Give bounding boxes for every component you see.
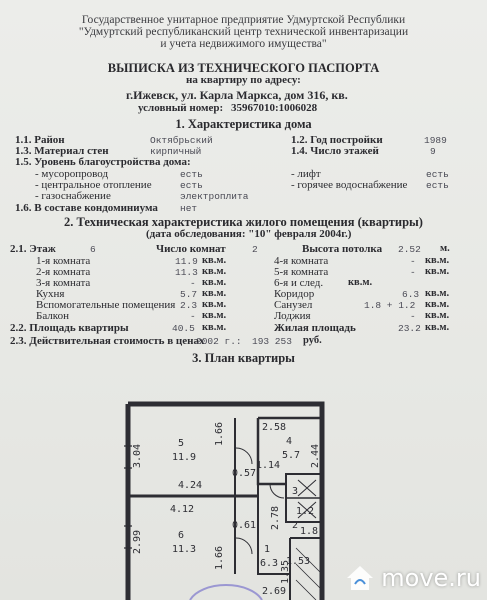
- bath-value: 1.8 + 1.2: [364, 300, 416, 311]
- section-1-title: 1. Характеристика дома: [175, 117, 312, 131]
- org-line-1: Государственное унитарное предприятие Удмуртской Республики: [81, 14, 406, 26]
- cond-number: 35967010:1006028: [231, 102, 318, 114]
- room3-label: 3-я комната: [36, 277, 91, 289]
- kitchen-unit: кв.м.: [202, 288, 227, 299]
- room2-label: 2-я комната: [36, 266, 91, 278]
- room3-unit: кв.м.: [202, 277, 227, 288]
- district-label: 1.1. Район: [15, 134, 65, 146]
- room6-gap-text: 0.61: [232, 520, 257, 531]
- room2-unit: кв.м.: [202, 266, 227, 277]
- balcony-value: -: [190, 311, 196, 322]
- plan-outer-wall: [128, 404, 322, 600]
- room5-gap-text: 0.57: [232, 468, 257, 479]
- house-logo-icon: [345, 564, 375, 592]
- room1-value: 11.9: [175, 256, 198, 267]
- hotwater-value: есть: [426, 180, 449, 191]
- room5-height-text: 3.04: [132, 443, 143, 468]
- floors-value: 9: [430, 146, 436, 157]
- condo-value: нет: [180, 203, 198, 214]
- year-label: 1.2. Год постройки: [291, 134, 383, 146]
- material-label: 1.3. Материал стен: [15, 145, 109, 157]
- kitchen-door-text: 1.14: [256, 460, 281, 471]
- room5-door-text: 1.66: [214, 421, 225, 446]
- watermark: [345, 564, 481, 592]
- gas-label: - газоснабжение: [35, 190, 111, 202]
- living-label: Жилая площадь: [274, 322, 356, 334]
- aux-label: Вспомогательные помещения: [36, 299, 176, 311]
- aux-value: 2.3: [180, 300, 198, 311]
- room1-unit: кв.м.: [202, 255, 227, 266]
- org-line-2: "Удмуртский республиканский центр технической инвентаризации: [78, 26, 409, 38]
- floor-label: 2.1. Этаж: [10, 243, 56, 255]
- area-unit: кв.м.: [202, 322, 227, 333]
- kitchen-area-text: 5.7: [282, 450, 301, 461]
- cond-label: условный номер:: [138, 102, 224, 114]
- kitchen-width-text: 2.58: [262, 422, 287, 433]
- bath-size-1-text: 1.8: [300, 526, 319, 537]
- cost-unit: руб.: [303, 335, 322, 346]
- area-value: 40.5: [172, 323, 195, 334]
- watermark-text: move.ru: [381, 564, 481, 592]
- floor-value: 6: [90, 244, 96, 255]
- loggia-value: -: [410, 311, 416, 322]
- plan-door-swing-2: [236, 538, 252, 554]
- floors-label: 1.4. Число этажей: [291, 145, 379, 157]
- room6-area-text: 11.3: [172, 544, 197, 555]
- corridor-unit: кв.м.: [425, 288, 450, 299]
- room5-num-text: 5: [178, 438, 185, 449]
- corridor-area-text: 6.3: [260, 558, 279, 569]
- cost-value: 193 253: [252, 336, 292, 347]
- aux-unit: кв.м.: [202, 299, 227, 310]
- ceiling-label: Высота потолка: [302, 243, 383, 255]
- plan-bath-cross: [298, 480, 316, 496]
- room5-area-text: 11.9: [172, 452, 197, 463]
- year-value: 1989: [424, 135, 447, 146]
- corridor-height-text: 2.78: [270, 505, 281, 530]
- corridor-width-text: 2.69: [262, 586, 287, 597]
- corridor-value: 6.3: [402, 289, 420, 300]
- garbage-label: - мусоропровод: [35, 168, 109, 180]
- rooms-label: Число комнат: [156, 243, 226, 255]
- gas-value: электроплита: [180, 191, 249, 202]
- kitchen-label: Кухня: [36, 288, 65, 300]
- living-unit: кв.м.: [425, 322, 450, 333]
- room6-unit: кв.м.: [348, 277, 373, 288]
- inspection-date: (дата обследования: "10" февраля 2004г.): [146, 228, 352, 240]
- garbage-value: есть: [180, 169, 203, 180]
- room5-label: 5-я комната: [274, 266, 329, 278]
- room6-width-text: 4.12: [170, 504, 195, 515]
- doc-subtitle: на квартиру по адресу:: [186, 74, 301, 86]
- ceiling-value: 2.52: [398, 244, 421, 255]
- room6-label: 6-я и след.: [274, 277, 324, 289]
- entrance-width-text: 1.53: [286, 556, 311, 567]
- plan-door-swing-1: [236, 448, 252, 464]
- rooms-value: 2: [252, 244, 258, 255]
- bath-unit: кв.м.: [425, 299, 450, 310]
- org-line-3: и учета недвижимого имущества": [160, 38, 327, 50]
- bath-2-text: 2: [292, 520, 299, 531]
- corridor-num-text: 1: [264, 544, 271, 555]
- room3-value: -: [190, 278, 196, 289]
- heating-label: - центральное отопление: [35, 179, 152, 191]
- doc-address: г.Ижевск, ул. Карла Маркса, дом 316, кв.: [126, 88, 348, 102]
- balcony-unit: кв.м.: [202, 310, 227, 321]
- room4-unit: кв.м.: [425, 255, 450, 266]
- section-2-title: 2. Техническая характеристика жилого помещения (квартиры): [64, 215, 423, 229]
- room6-door-text: 1.66: [214, 545, 225, 570]
- condo-label: 1.6. В составе кондоминиума: [15, 202, 158, 214]
- bath-label: Санузел: [274, 299, 313, 311]
- cost-year: 2002 г.:: [196, 336, 242, 347]
- room6-num-text: 6: [178, 530, 185, 541]
- kitchen-height-text: 2.44: [310, 443, 321, 468]
- bath-3-text: 3: [292, 486, 299, 497]
- entrance-height-text: 1.35: [280, 559, 291, 584]
- living-value: 23.2: [398, 323, 421, 334]
- room1-label: 1-я комната: [36, 255, 91, 267]
- comfort-label: 1.5. Уровень благоустройства дома:: [15, 156, 191, 168]
- room5-unit: кв.м.: [425, 266, 450, 277]
- lift-label: - лифт: [291, 168, 321, 180]
- room4-label: 4-я комната: [274, 255, 329, 267]
- district-value: Октябрьский: [150, 135, 213, 146]
- room4-value: -: [410, 256, 416, 267]
- lift-value: есть: [426, 169, 449, 180]
- doc-title: ВЫПИСКА ИЗ ТЕХНИЧЕСКОГО ПАСПОРТА: [107, 61, 380, 75]
- material-value: кирпичный: [150, 146, 202, 157]
- corridor-label: Коридор: [274, 288, 315, 300]
- loggia-label: Лоджия: [274, 310, 311, 322]
- loggia-unit: кв.м.: [425, 310, 450, 321]
- kitchen-num-text: 4: [286, 436, 293, 447]
- stamp-fragment: [190, 585, 262, 600]
- plan-door-swing-3: [270, 484, 284, 498]
- room6-height-text: 2.99: [132, 529, 143, 554]
- room2-value: 11.3: [175, 267, 198, 278]
- section-3-title: 3. План квартиры: [192, 351, 295, 365]
- balcony-label: Балкон: [36, 310, 69, 322]
- area-label: 2.2. Площадь квартиры: [10, 322, 129, 334]
- heating-value: есть: [180, 180, 203, 191]
- bath-size-2-text: 1.2: [296, 506, 315, 517]
- room5-value: -: [410, 267, 416, 278]
- hotwater-label: - горячее водоснабжение: [291, 179, 408, 191]
- room5-width-text: 4.24: [178, 480, 203, 491]
- ceiling-unit: м.: [440, 243, 450, 254]
- kitchen-value: 5.7: [180, 289, 198, 300]
- cost-label: 2.3. Действительная стоимость в ценах: [10, 335, 205, 347]
